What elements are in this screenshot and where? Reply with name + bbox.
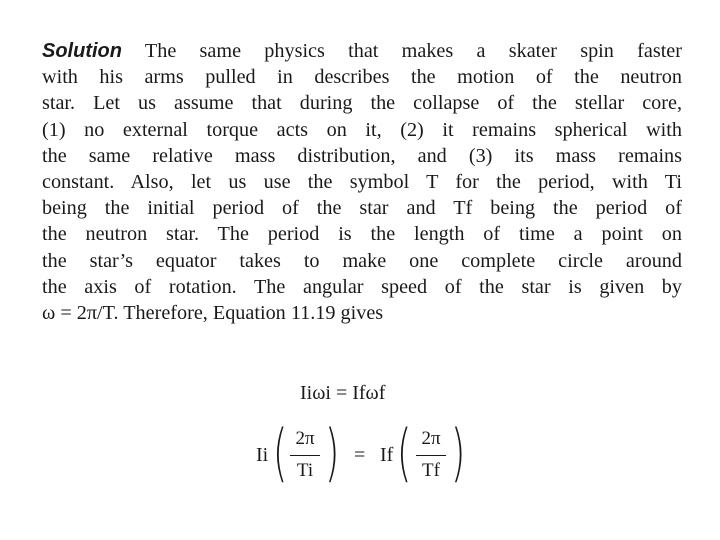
- lhs-numerator: 2π: [295, 428, 315, 449]
- text-line: [42, 38, 682, 64]
- text-line: the neutron star. The period is the length of time a point on: [42, 223, 682, 246]
- solution-label: Solution: [42, 40, 122, 62]
- text-line: the same relative mass distribution, and (3) its mass remains: [42, 144, 682, 167]
- lhs-coefficient: Ii: [256, 444, 269, 466]
- text-line: star. Let us assume that during the collapse of the stellar core,: [42, 92, 682, 115]
- rhs-fraction-bar: [416, 455, 446, 456]
- text-line: constant. Also, let us use the symbol T for the period, with Ti: [42, 170, 682, 193]
- left-paren: (: [272, 416, 288, 489]
- text-line: (1) no external torque acts on it, (2) it remains spherical with: [42, 118, 682, 141]
- lhs-denominator: Ti: [296, 460, 314, 481]
- lhs-fraction-bar: [290, 455, 320, 456]
- solution-paragraph: [42, 38, 682, 326]
- right-paren: ): [324, 416, 340, 489]
- equation-angular-momentum: Iiωi = Ifωf: [300, 382, 386, 404]
- text-line: ω = 2π/T. Therefore, Equation 11.19 gives: [42, 301, 384, 324]
- rhs-denominator: Tf: [422, 460, 440, 481]
- right-paren: ): [450, 416, 466, 489]
- text-line: with his arms pulled in describes the motion of the neutron: [42, 66, 682, 89]
- text-line: the axis of rotation. The angular speed of the star is given by: [42, 275, 682, 298]
- rhs-coefficient: If: [380, 444, 394, 466]
- equals-sign: =: [354, 444, 366, 466]
- rhs-numerator: 2π: [421, 428, 441, 449]
- left-paren: (: [396, 416, 412, 489]
- text-line: the star’s equator takes to make one complete circle around: [42, 249, 682, 272]
- text-line-content: The same physics that makes a skater spin faster: [121, 40, 682, 62]
- text-line: being the initial period of the star and Tf being the period of: [42, 197, 682, 220]
